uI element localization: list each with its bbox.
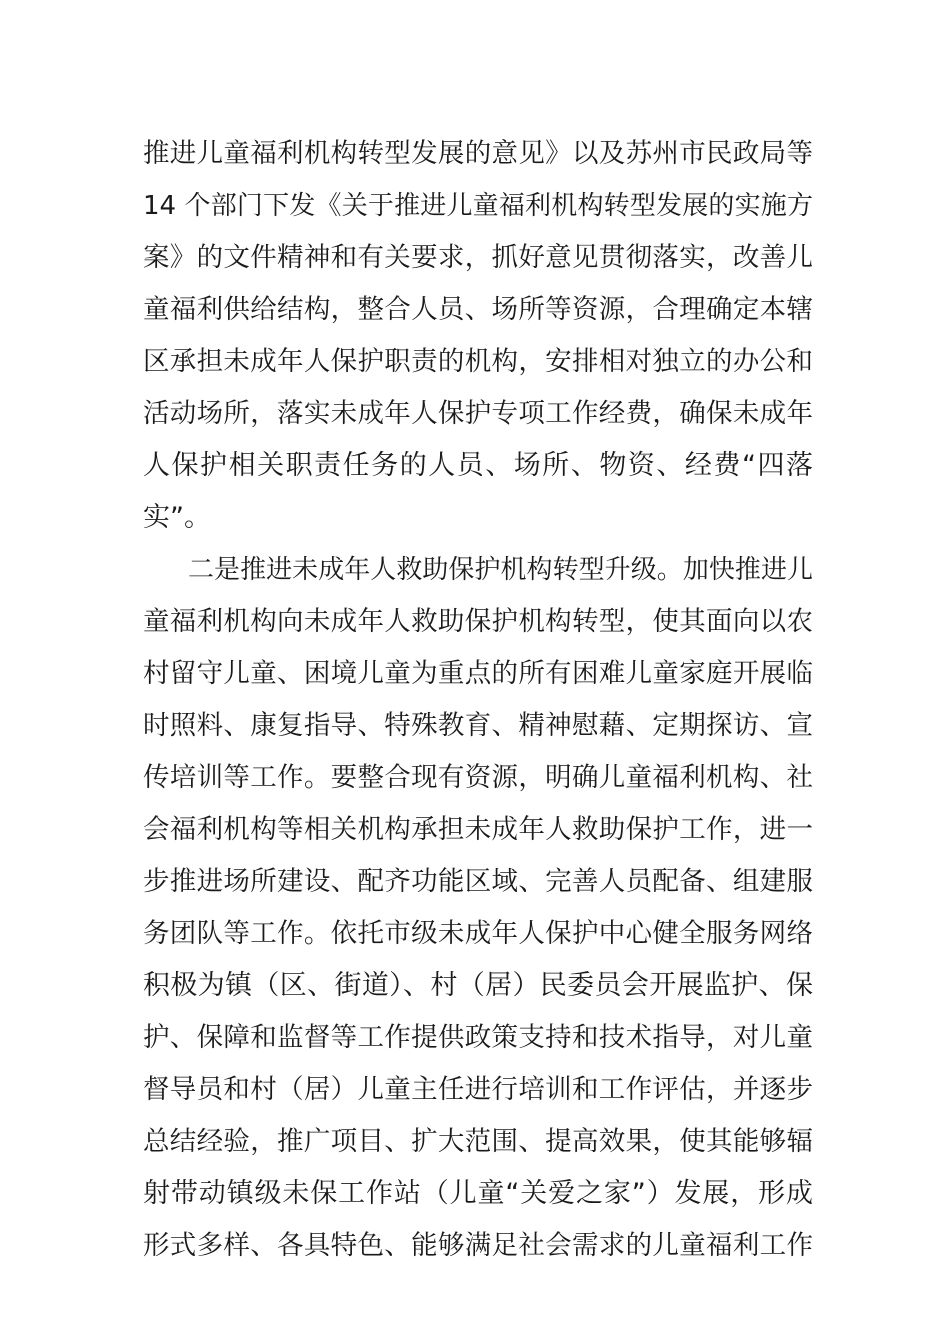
text-line-paragraph-end: 实”。 xyxy=(143,502,211,533)
text-line: 活动场所，落实未成年人保护专项工作经费，确保未成年 xyxy=(143,398,813,429)
text-line: 推进儿童福利机构转型发展的意见》以及苏州市民政局等 xyxy=(143,138,813,169)
text-line: 人保护相关职责任务的人员、场所、物资、经费“四落 xyxy=(143,450,813,481)
text-line: 童福利机构向未成年人救助保护机构转型，使其面向以农 xyxy=(143,606,813,637)
text-line: 护、保障和监督等工作提供政策支持和技术指导，对儿童 xyxy=(143,1022,813,1053)
text-line: 形式多样、各具特色、能够满足社会需求的儿童福利工作 xyxy=(143,1230,813,1261)
text-line: 案》的文件精神和有关要求，抓好意见贯彻落实，改善儿 xyxy=(143,242,813,273)
text-line: 督导员和村（居）儿童主任进行培训和工作评估，并逐步 xyxy=(143,1074,813,1105)
text-line: 步推进场所建设、配齐功能区域、完善人员配备、组建服 xyxy=(143,866,813,897)
text-line: 村留守儿童、困境儿童为重点的所有困难儿童家庭开展临 xyxy=(143,658,813,689)
text-line-paragraph-start: 二是推进未成年人救助保护机构转型升级。加快推进儿 xyxy=(188,555,813,585)
text-line: 14 个部门下发《关于推进儿童福利机构转型发展的实施方 xyxy=(143,191,813,221)
text-line: 童福利供给结构，整合人员、场所等资源，合理确定本辖 xyxy=(143,294,813,325)
text-line: 传培训等工作。要整合现有资源，明确儿童福利机构、社 xyxy=(143,762,813,793)
text-line: 射带动镇级未保工作站（儿童“关爱之家”）发展，形成 xyxy=(143,1178,813,1209)
text-line: 时照料、康复指导、特殊教育、精神慰藉、定期探访、宣 xyxy=(143,710,813,741)
text-line: 务团队等工作。依托市级未成年人保护中心健全服务网络 xyxy=(143,918,813,949)
text-line: 总结经验，推广项目、扩大范围、提高效果，使其能够辐 xyxy=(143,1126,813,1157)
text-line: 积极为镇（区、街道）、村（居）民委员会开展监护、保 xyxy=(143,970,813,1001)
text-line: 区承担未成年人保护职责的机构，安排相对独立的办公和 xyxy=(143,346,813,377)
text-line: 会福利机构等相关机构承担未成年人救助保护工作，进一 xyxy=(143,814,813,845)
